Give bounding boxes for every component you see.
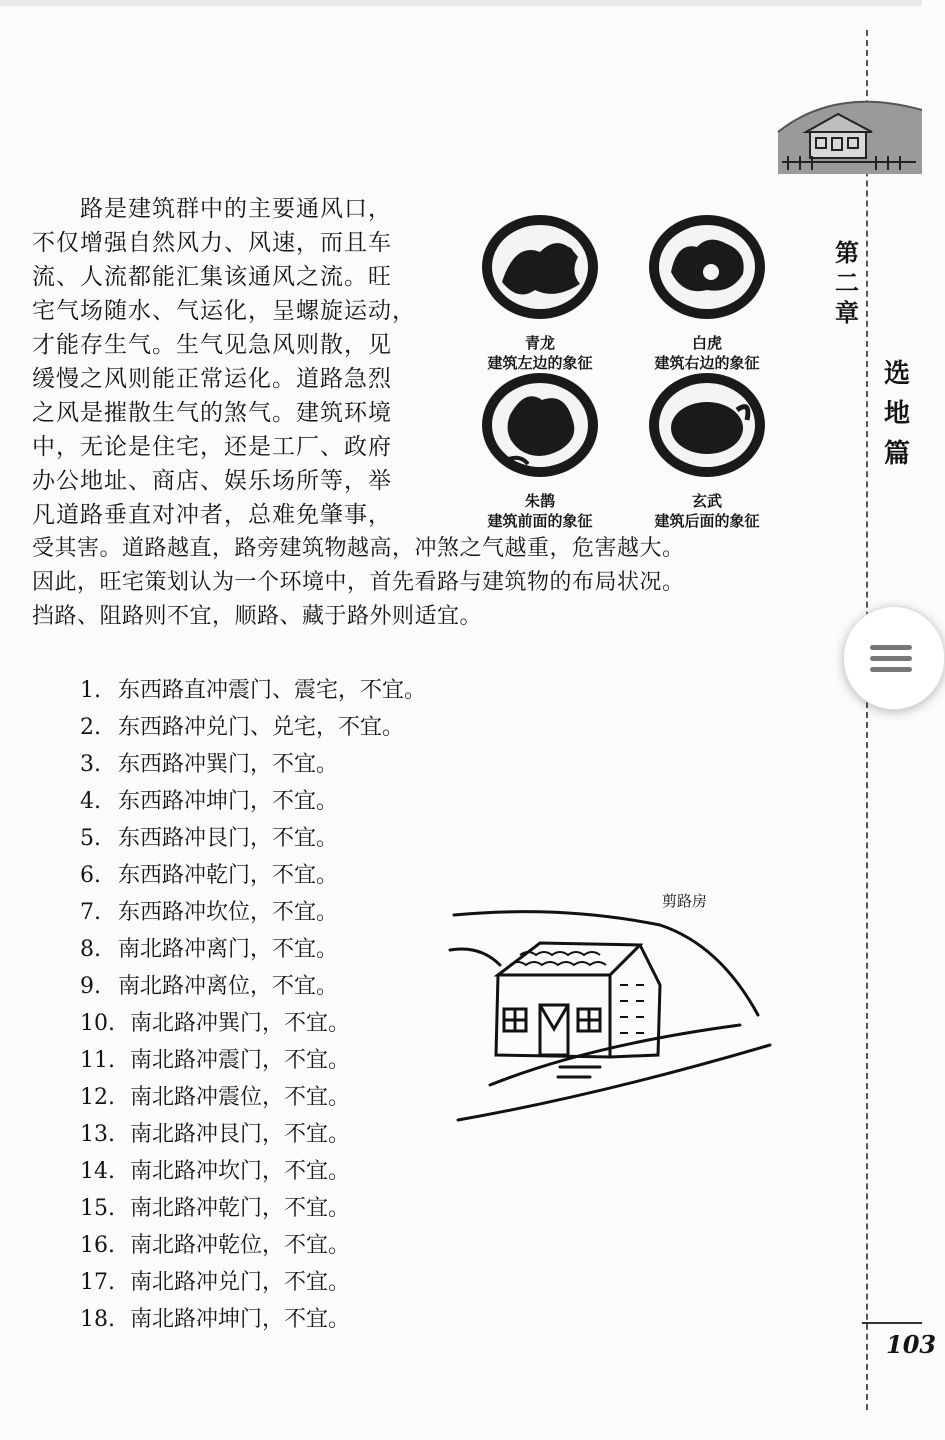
list-item [80,1079,350,1116]
list-number: 2. [80,715,101,740]
text-line: 路是建筑群中的主要通风口， [32,196,392,222]
text-line: 中，无论是住宅，还是工厂、政府 [32,434,392,460]
list-item [80,894,338,931]
list-number: 16. [80,1233,115,1258]
list-text: 南北路冲离位，不宜。 [118,974,339,999]
list-item [80,1116,350,1153]
text-line: 挡路、阻路则不宜，顺路、藏于路外则适宜。 [32,604,483,629]
list-text: 南北路冲坎门，不宜。 [130,1159,351,1184]
list-item [80,1190,350,1227]
list-number: 3. [80,752,101,777]
list-number: 10. [80,1011,115,1036]
list-text: 南北路冲坤门，不宜。 [130,1307,351,1332]
house-road-illustration [440,905,780,1135]
dragon-icon [480,212,600,322]
list-item [80,672,426,709]
list-number: 7. [80,900,101,925]
symbol-desc: 建筑左边的象征 [487,354,593,372]
list-item [80,1301,350,1338]
margin-dashed-line [866,30,868,1410]
bird-icon [480,370,600,480]
section-label [880,354,914,474]
symbol-zhuque [465,370,615,531]
tiger-icon [647,212,767,322]
text-line: 办公地址、商店、娱乐场所等，举 [32,468,392,494]
list-text: 东西路冲坤门，不宜。 [118,789,339,814]
main-paragraph-narrow [32,192,452,532]
list-number: 13. [80,1122,115,1147]
list-item [80,709,404,746]
chapter-char: 二 [835,268,859,297]
list-text: 东西路冲乾门，不宜。 [118,863,339,888]
list-item [80,1153,350,1190]
chapter-char: 第 [835,238,859,267]
symbol-baihu [632,212,782,373]
list-item [80,1005,350,1042]
list-number: 12. [80,1085,115,1110]
page-number-rule [862,1322,922,1324]
chapter-char: 章 [835,298,859,327]
list-text: 南北路冲巽门，不宜。 [130,1011,351,1036]
list-number: 15. [80,1196,115,1221]
list-item [80,783,338,820]
list-text: 东西路冲艮门，不宜。 [118,826,339,851]
list-number: 1. [80,678,101,703]
symbol-desc: 建筑后面的象征 [654,512,760,530]
top-edge [0,0,922,6]
list-text: 东西路冲坎位，不宜。 [118,900,339,925]
list-item [80,1042,350,1079]
list-number: 4. [80,789,101,814]
symbol-desc: 建筑右边的象征 [654,354,760,372]
symbol-xuanwu [632,370,782,531]
list-number: 8. [80,937,101,962]
symbol-desc: 建筑前面的象征 [487,512,593,530]
list-text: 南北路冲乾门，不宜。 [130,1196,351,1221]
list-item [80,931,338,968]
list-text: 南北路冲兑门，不宜。 [130,1270,351,1295]
text-line: 凡道路垂直对冲者，总难免肇事， [32,502,392,528]
section-char: 选 [883,359,910,389]
symbol-name: 白虎 [691,334,722,352]
list-item [80,1227,350,1264]
list-item [80,968,338,1005]
list-item [80,1264,350,1301]
list-number: 5. [80,826,101,851]
list-text: 东西路直冲震门、震宅，不宜。 [118,678,427,703]
chapter-house-emblem [776,92,922,174]
main-paragraph-wide [32,532,822,634]
section-char: 篇 [883,439,910,469]
symbol-name: 玄武 [691,492,722,510]
list-text: 东西路冲巽门，不宜。 [118,752,339,777]
list-text: 南北路冲震门，不宜。 [130,1048,351,1073]
list-item [80,820,338,857]
tortoise-icon [647,370,767,480]
list-text: 南北路冲乾位，不宜。 [130,1233,351,1258]
list-number: 6. [80,863,101,888]
list-number: 11. [80,1048,115,1073]
figure-caption: 剪路房 [662,892,708,910]
text-line: 之风是摧散生气的煞气。建筑环境 [32,400,392,426]
menu-button[interactable] [843,606,945,710]
list-number: 17. [80,1270,115,1295]
symbol-qinglong [465,212,615,373]
text-line: 才能存生气。生气见急风则散，见 [32,332,392,358]
text-line: 因此，旺宅策划认为一个环境中，首先看路与建筑物的布局状况。 [32,570,685,595]
section-char: 地 [883,399,910,429]
list-text: 南北路冲艮门，不宜。 [130,1122,351,1147]
list-number: 18. [80,1307,115,1332]
list-text: 南北路冲离门，不宜。 [118,937,339,962]
list-text: 东西路冲兑门、兑宅，不宜。 [118,715,405,740]
text-line: 受其害。道路越直，路旁建筑物越高，冲煞之气越重，危害越大。 [32,536,685,561]
text-line: 流、人流都能汇集该通风之流。旺 [32,264,392,290]
list-number: 14. [80,1159,115,1184]
symbol-name: 青龙 [524,334,555,352]
text-line: 不仅增强自然风力、风速，而且车 [32,230,392,256]
list-item [80,746,338,783]
text-line: 宅气场随水、气运化，呈螺旋运动， [32,298,416,324]
page-number: 103 [886,1330,937,1359]
list-number: 9. [80,974,101,999]
text-line: 缓慢之风则能正常运化。道路急烈 [32,366,392,392]
list-text: 南北路冲震位，不宜。 [130,1085,351,1110]
symbol-name: 朱鹊 [524,492,555,510]
chapter-label [832,238,862,328]
list-item [80,857,338,894]
